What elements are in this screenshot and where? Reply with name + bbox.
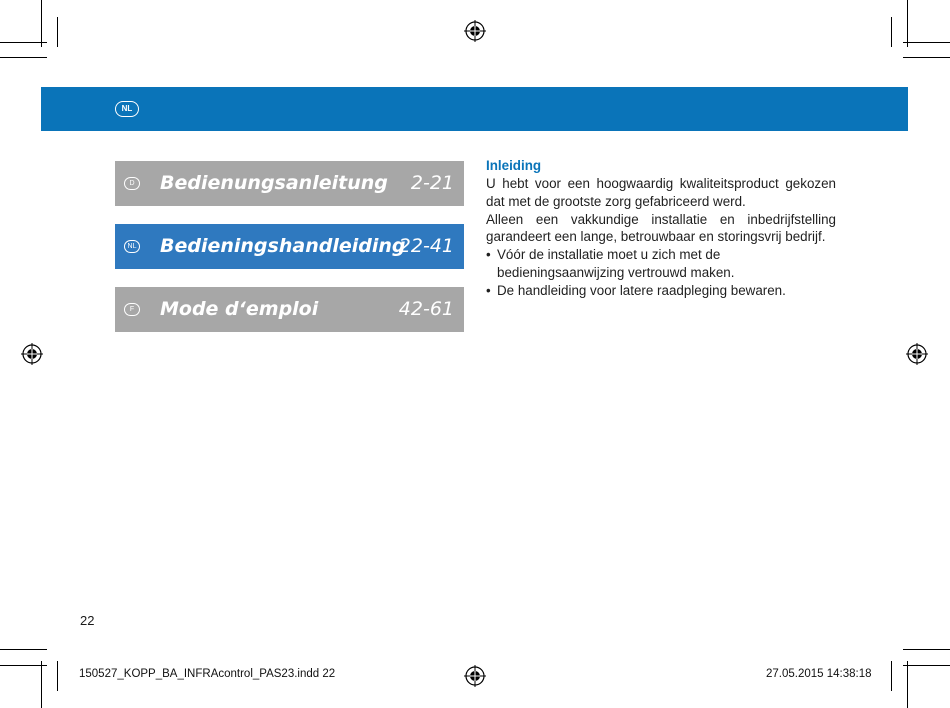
registration-mark-icon (21, 343, 43, 365)
list-item: • De handleiding voor latere raadpleging bewaren. (486, 282, 836, 300)
crop-mark (903, 57, 950, 58)
crop-mark (907, 0, 908, 47)
crop-mark (0, 665, 47, 666)
header-bar (41, 87, 908, 131)
toc-title: Mode d‘emploi (160, 298, 319, 320)
slug-timestamp: 27.05.2015 14:38:18 (766, 668, 872, 680)
toc-title: Bedienungsanleitung (160, 172, 388, 194)
toc-language-badge: F (124, 303, 140, 316)
crop-mark (57, 661, 58, 691)
toc-row-german[interactable] (115, 161, 464, 206)
toc-pages: 42-61 (398, 298, 454, 320)
registration-mark-icon (464, 20, 486, 42)
crop-mark (41, 0, 42, 47)
slug-filename: 150527_KOPP_BA_INFRAcontrol_PAS23.indd 22 (79, 668, 336, 680)
crop-mark (891, 661, 892, 691)
crop-mark (0, 649, 47, 650)
crop-mark (903, 649, 950, 650)
intro-heading: Inleiding (486, 158, 542, 173)
registration-mark-icon (906, 343, 928, 365)
crop-mark (41, 661, 42, 708)
crop-mark (0, 57, 47, 58)
crop-mark (903, 665, 950, 666)
toc-title: Bedieningshandleiding (160, 235, 406, 257)
toc-row-dutch[interactable] (115, 224, 464, 269)
list-item: • Vóór de installatie moet u zich met de bedieningsaanwijzing vertrouwd maken. (486, 246, 836, 282)
registration-mark-icon (464, 665, 486, 687)
toc-language-badge: D (124, 177, 140, 190)
toc-pages: 2-21 (410, 172, 454, 194)
intro-bullet-list (486, 246, 836, 299)
crop-mark (903, 42, 950, 43)
intro-paragraph: U hebt voor een hoogwaardig kwaliteitsproduct gekozen dat met de grootste zorg gefabriceerd werd. (486, 176, 836, 209)
toc-row-french[interactable] (115, 287, 464, 332)
language-badge: NL (115, 101, 139, 117)
crop-mark (891, 17, 892, 47)
crop-mark (0, 42, 47, 43)
intro-paragraph: Alleen een vakkundige installatie en inbedrijfstelling garandeert een lange, betrouwbaar en storingsvrij bedrijf. (486, 211, 836, 245)
toc-pages: 22-41 (398, 235, 454, 257)
crop-mark (57, 17, 58, 47)
page-number: 22 (80, 613, 95, 628)
intro-section (486, 157, 836, 300)
crop-mark (907, 661, 908, 708)
toc-language-badge: NL (124, 240, 140, 253)
